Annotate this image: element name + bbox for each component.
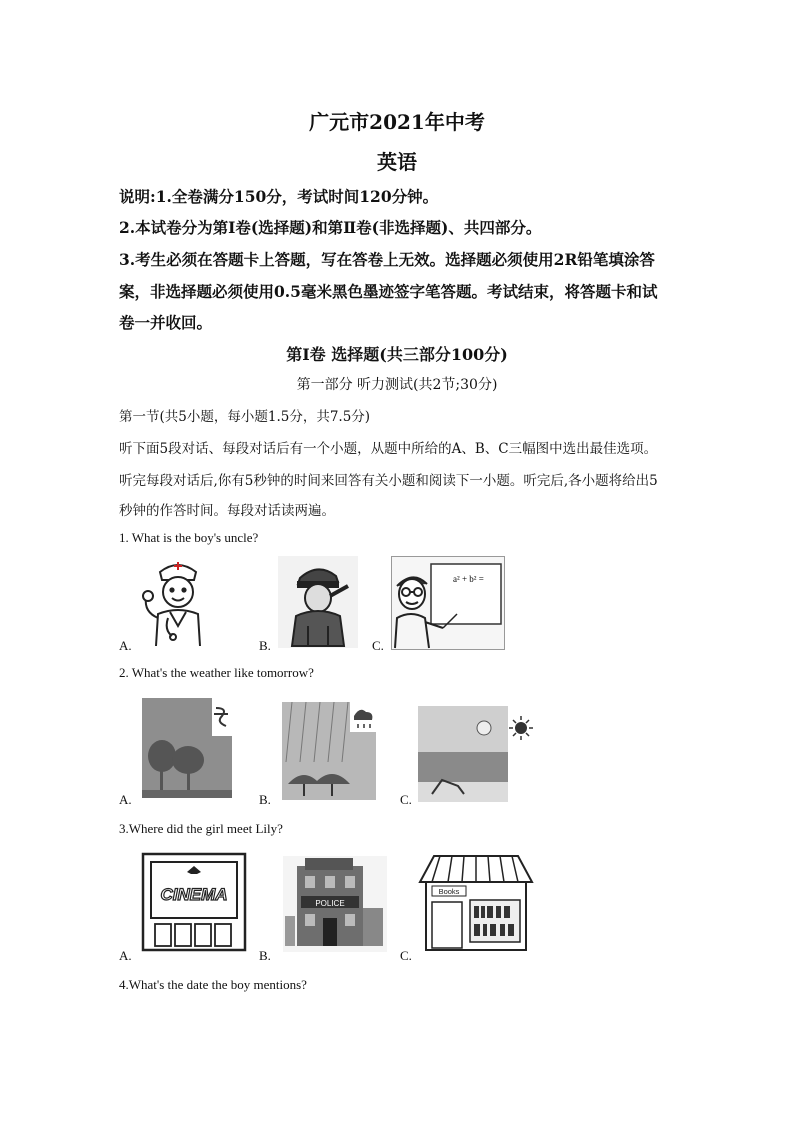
board-formula: a² + b² = xyxy=(453,574,484,584)
option-1-b: B. xyxy=(259,638,271,653)
instruction-line-4: 案，非选择题必须使用0.5毫米黑色墨迹签字笔答题。考试结束，将答题卡和试 xyxy=(119,282,658,301)
volume-title: 第Ⅰ卷 选择题(共三部分100分) xyxy=(286,345,508,364)
question-4: 4.What's the date the boy mentions? xyxy=(119,977,307,992)
directions-line-2: 听完每段对话后,你有5秒钟的时间来回答有关小题和阅读下一小题。听完后,各小题将给出5 xyxy=(119,473,658,489)
question-2: 2. What's the weather like tomorrow? xyxy=(119,665,314,680)
teacher-icon xyxy=(391,556,505,650)
option-1-a: A. xyxy=(119,638,132,653)
option-3-c: C. xyxy=(400,948,412,963)
sunny-weather-icon xyxy=(418,706,534,802)
police-station-icon xyxy=(283,856,387,952)
part-title: 第一部分 听力测试(共2节;30分) xyxy=(296,377,498,393)
option-3-a: A. xyxy=(119,948,132,963)
police-sign: POLICE xyxy=(315,899,345,908)
option-1-c: C. xyxy=(372,638,384,653)
option-2-b: B. xyxy=(259,792,271,807)
directions-line-3: 秒钟的作答时间。每段对话读两遍。 xyxy=(119,503,335,519)
question-1: 1. What is the boy's uncle? xyxy=(119,530,259,545)
store-sign: Books xyxy=(438,887,460,896)
rainy-weather-icon xyxy=(282,702,376,800)
bookstore-icon xyxy=(418,852,534,952)
subject-title: 英语 xyxy=(377,150,417,174)
page-title: 广元市2021年中考 xyxy=(309,110,485,134)
instruction-line-1: 说明:1.全卷满分150分，考试时间120分钟。 xyxy=(119,187,439,206)
police-officer-icon xyxy=(278,556,358,648)
section-title: 第一节(共5小题，每小题1.5分，共7.5分) xyxy=(119,409,371,425)
option-2-a: A. xyxy=(119,792,132,807)
instruction-line-2: 2.本试卷分为第Ⅰ卷(选择题)和第Ⅱ卷(非选择题)、共四部分。 xyxy=(119,218,542,237)
question-3: 3.Where did the girl meet Lily? xyxy=(119,821,283,836)
windy-weather-icon xyxy=(142,698,232,798)
instruction-line-3: 3.考生必须在答题卡上答题，写在答卷上无效。选择题必须使用2R铅笔填涂答 xyxy=(119,250,655,269)
directions-line-1: 听下面5段对话、每段对话后有一个小题，从题中所给的A、B、C三幅图中选出最佳选项。 xyxy=(119,441,658,457)
doctor-icon xyxy=(138,556,218,648)
cinema-sign: CINEMA xyxy=(160,885,228,904)
instruction-line-5: 卷一并收回。 xyxy=(119,313,213,332)
option-3-b: B. xyxy=(259,948,271,963)
option-2-c: C. xyxy=(400,792,412,807)
cinema-icon xyxy=(141,852,247,952)
